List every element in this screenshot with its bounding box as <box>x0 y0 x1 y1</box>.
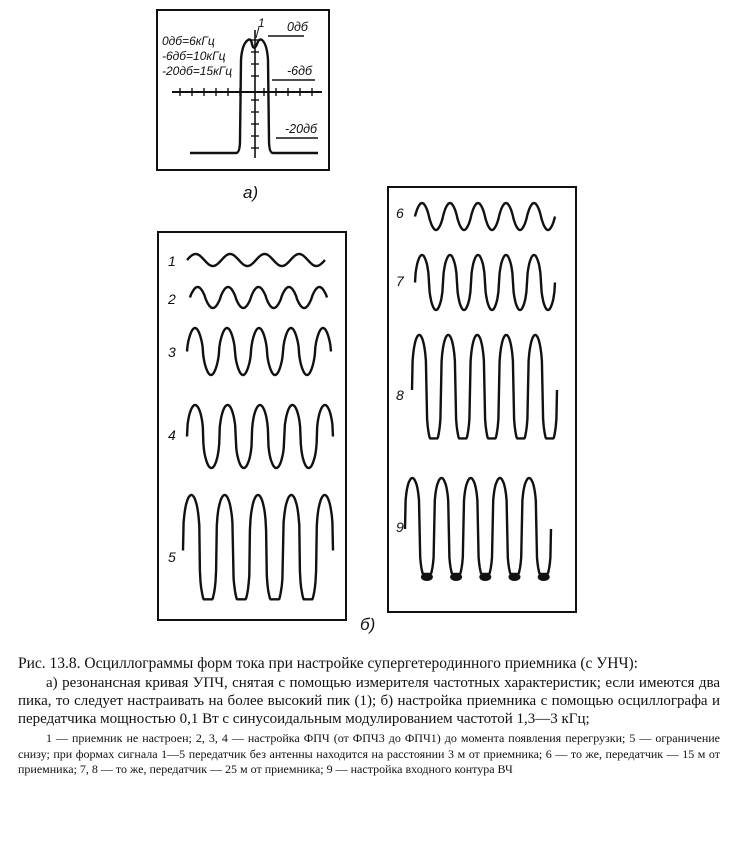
trace-label: 9 <box>396 519 404 535</box>
trace-waveform <box>415 203 555 230</box>
trace-label: 7 <box>396 273 404 289</box>
trace-9-dark-bottoms <box>421 573 550 581</box>
trace-label: 6 <box>396 205 404 221</box>
trace-waveform <box>187 254 325 266</box>
trace-waveform <box>190 287 327 308</box>
trace-label: 2 <box>168 291 176 307</box>
peak-label: 1 <box>258 16 265 30</box>
oscillogram-frame-right <box>388 187 576 612</box>
trace-waveform <box>187 405 333 468</box>
oscillogram-trace <box>168 495 333 599</box>
level-label-20db: -20дб <box>285 122 318 136</box>
caption-legend: 1 — приемник не настроен; 2, 3, 4 — настройка ФПЧ (от ФПЧ3 до ФПЧ1) до момента появления перегрузки; 5 — ограничение снизу; при формах сигнала 1—5 передатчик без антенны находится на расстоянии 3 м от приемника; 6 — то же, передатчик — 15 м от приемника; 7, 8 — то же, передатчик — 25 м от приемника; 9 — настройка входного контура ВЧ <box>18 731 720 776</box>
caption-body: а) резонансная кривая УПЧ, снятая с помощью измерителя частотных характеристик; если имеются два пика, то следует настраивать на более высокий пик (1); б) настройка приемника с помощью осциллографа и передатчика мощностью 0,1 Вт с синусоидальным модулированием частотой 1,3—3 кГц; <box>18 675 720 727</box>
panel-b-letter: б) <box>360 615 376 634</box>
bandwidth-label-20db: -20дб=15кГц <box>162 64 233 78</box>
oscillogram-trace <box>168 328 331 375</box>
trace-label: 5 <box>168 549 176 565</box>
trace-label: 1 <box>168 253 176 269</box>
trace-waveform <box>415 255 555 310</box>
figure-panel-b <box>0 185 732 635</box>
trace-waveform <box>405 478 551 574</box>
trace-waveform <box>187 328 331 375</box>
oscillogram-trace <box>396 203 555 230</box>
oscillogram-trace <box>168 405 333 468</box>
oscillogram-trace <box>396 335 557 438</box>
level-label-0db: 0дб <box>287 20 308 34</box>
bandwidth-label-0db: 0дб=6кГц <box>162 34 215 48</box>
figure-panel-a <box>0 0 732 210</box>
oscillogram-trace <box>396 255 555 310</box>
trace-label: 8 <box>396 387 404 403</box>
trace-waveform <box>183 495 333 599</box>
trace-label: 4 <box>168 427 176 443</box>
caption-title: Рис. 13.8. Осциллограммы форм тока при настройке супергетеродинного приемника (с УНЧ): <box>18 655 638 672</box>
oscillogram-trace <box>167 287 327 308</box>
figure-caption <box>18 654 720 778</box>
oscillogram-trace <box>396 478 551 574</box>
level-label-6db: -6дб <box>287 64 313 78</box>
panel-a-letter: а) <box>243 183 259 202</box>
bandwidth-label-6db: -6дб=10кГц <box>162 49 226 63</box>
trace-waveform <box>412 335 557 438</box>
oscillogram-trace <box>168 253 325 269</box>
trace-label: 3 <box>168 344 176 360</box>
